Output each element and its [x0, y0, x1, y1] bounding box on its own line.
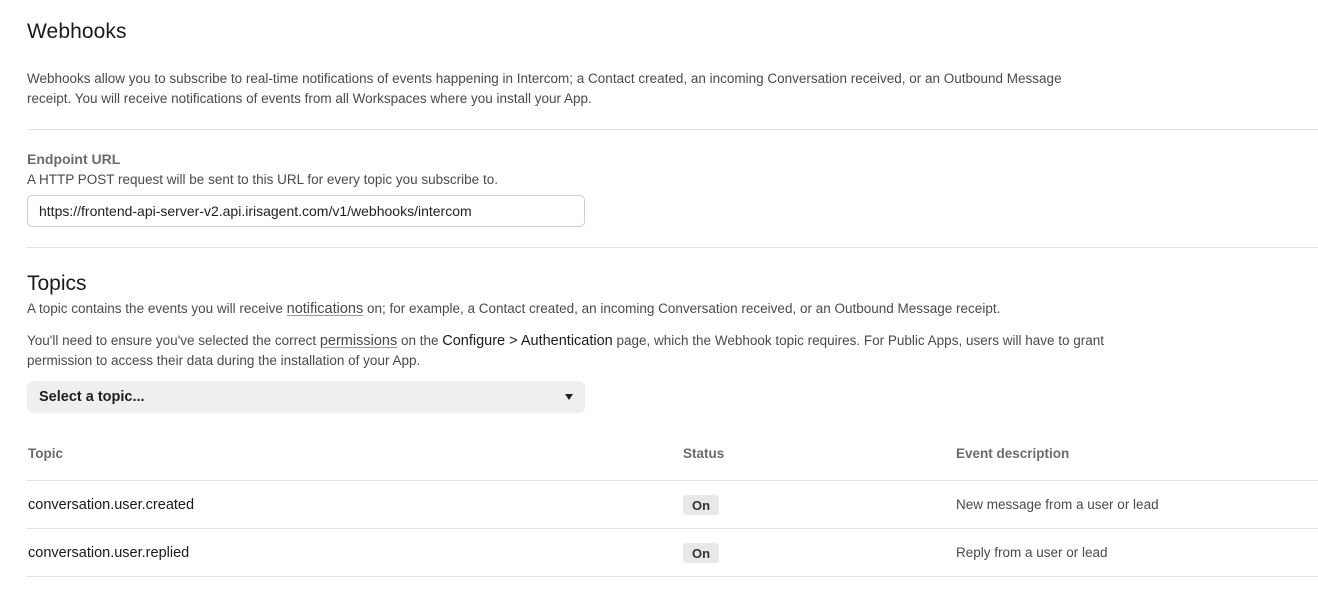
- column-header-description: Event description: [956, 446, 1070, 461]
- status-badge: On: [683, 543, 719, 563]
- webhooks-description: Webhooks allow you to subscribe to real-time notifications of events happening in Intercom; a Contact created, an incoming Conversation received, or an Outbound Message receipt. You will receive notifications of events from all Workspaces where you install your App.: [27, 71, 1062, 106]
- permissions-link[interactable]: permissions: [319, 333, 398, 349]
- section-divider: [27, 129, 1318, 130]
- status-badge: On: [683, 495, 719, 515]
- topic-name: conversation.user.replied: [28, 545, 190, 561]
- permissions-note-text: page, which the Webhook topic requires. For Public Apps, users will have to grant permission to access their data during the installation of your App.: [27, 333, 1105, 368]
- topic-select[interactable]: [27, 381, 585, 413]
- topics-description-text: A topic contains the events you will receive: [27, 301, 287, 316]
- event-description: Reply from a user or lead: [956, 545, 1108, 560]
- topics-description-text: on; for example, a Contact created, an incoming Conversation received, or an Outbound Message receipt.: [363, 301, 1001, 316]
- topic-select-label: Select a topic...: [39, 389, 145, 405]
- row-divider: [27, 576, 1318, 577]
- topic-name: conversation.user.created: [28, 497, 195, 513]
- configure-authentication-path: Configure > Authentication: [442, 333, 613, 349]
- webhooks-title: Webhooks: [27, 20, 127, 43]
- column-header-status: Status: [683, 446, 725, 461]
- permissions-note-text: on the: [397, 333, 443, 348]
- permissions-note-text: You'll need to ensure you've selected the correct: [27, 333, 320, 348]
- event-description: New message from a user or lead: [956, 497, 1159, 512]
- caret-down-icon: [565, 394, 573, 400]
- table-row: [27, 528, 1318, 576]
- endpoint-url-help: A HTTP POST request will be sent to this URL for every topic you subscribe to.: [27, 172, 498, 187]
- table-row: [27, 480, 1318, 528]
- topics-description: [27, 301, 1000, 317]
- section-divider: [27, 247, 1318, 248]
- topics-title: Topics: [27, 272, 87, 295]
- permissions-note: [27, 331, 1117, 371]
- column-header-topic: Topic: [28, 446, 63, 461]
- endpoint-url-label: Endpoint URL: [27, 151, 121, 167]
- notifications-link[interactable]: notifications: [286, 301, 364, 317]
- endpoint-url-input[interactable]: [27, 195, 585, 227]
